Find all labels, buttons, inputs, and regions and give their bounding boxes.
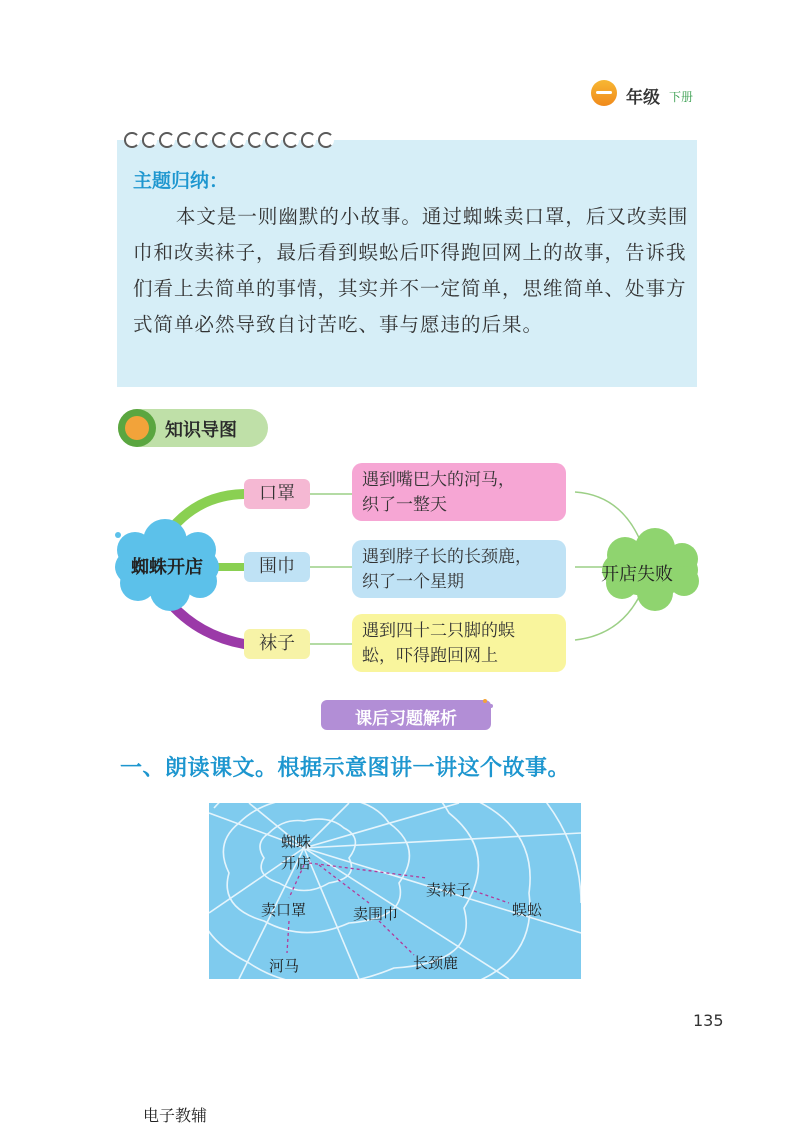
detail-line: 遇到嘴巴大的河马， [362, 470, 515, 490]
detail-box-mask [352, 463, 566, 521]
knowledge-map-label: 知识导图 [165, 420, 237, 441]
web-node-hippo: 河马 [269, 957, 300, 975]
page-number: 135 [693, 1011, 724, 1030]
question-1: 一、朗读课文。根据示意图讲一讲这个故事。 [120, 756, 571, 781]
detail-box-scarf [352, 540, 566, 598]
detail-box-socks [352, 614, 566, 672]
theme-title: 主题归纳： [133, 170, 229, 192]
web-node-socks: 卖袜子 [426, 881, 472, 899]
theme-body: 本文是一则幽默的小故事。通过蜘蛛卖口罩，后又改卖围巾和改卖袜子，最后看到蜈蚣后吓得跑回网上的故事，告诉我们看上去简单的事情，其实并不一定简单，思维简单、处事方式简单必然导致自讨苦吃、事与愿违的后果。 [133, 205, 689, 336]
branch-socks: 袜子 [244, 629, 310, 659]
branch-scarf: 围巾 [244, 552, 310, 582]
sparkle-icon [481, 697, 495, 711]
detail-line: 蚣，吓得跑回网上 [362, 646, 498, 666]
web-node-giraffe: 长颈鹿 [413, 954, 459, 972]
detail-line: 织了一个星期 [362, 572, 464, 592]
web-node-start-line2: 开店 [281, 854, 312, 872]
web-node-mask: 卖口罩 [261, 901, 307, 919]
web-node-centipede: 蜈蚣 [512, 901, 543, 919]
after-class-label: 课后习题解析 [355, 709, 457, 729]
branch-mask: 口罩 [244, 479, 310, 509]
web-node-start-line1: 蜘蛛 [281, 833, 312, 851]
grade-label: 年级 [626, 88, 660, 108]
footer-label: 电子教辅 [143, 1106, 208, 1125]
web-path-lines [209, 803, 581, 979]
detail-line: 遇到脖子长的长颈鹿， [362, 547, 532, 567]
result-node: 开店失败 [601, 564, 673, 585]
spider-web-diagram [209, 803, 581, 979]
detail-line: 遇到四十二只脚的蜈 [362, 621, 515, 641]
web-node-scarf: 卖围巾 [353, 905, 399, 923]
detail-line: 织了一整天 [362, 495, 447, 515]
palette-icon [118, 409, 156, 447]
web-node-start [281, 831, 311, 873]
grade-number-badge [591, 80, 617, 106]
volume-label: 下册 [669, 90, 694, 104]
center-node: 蜘蛛开店 [131, 557, 203, 578]
notebook-rings [124, 132, 334, 148]
